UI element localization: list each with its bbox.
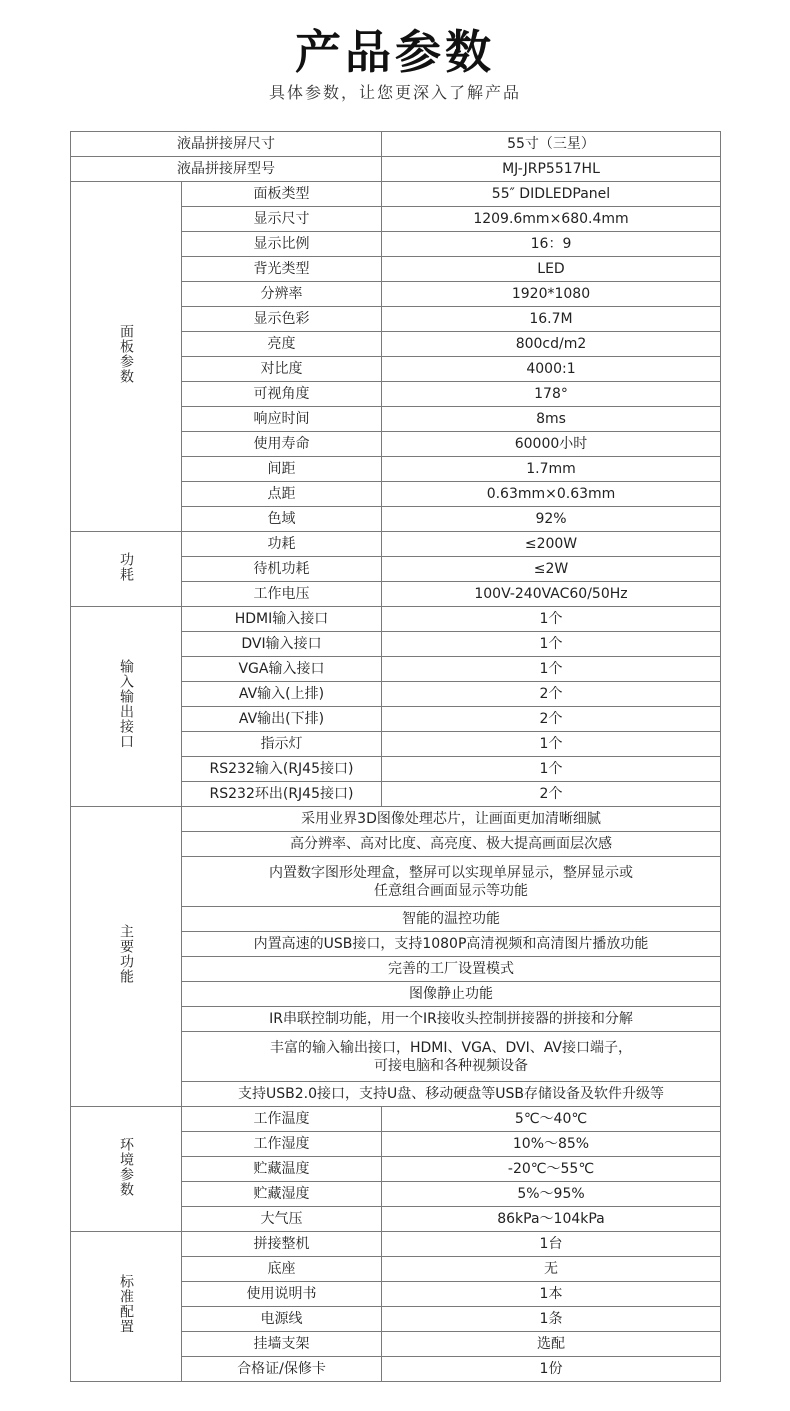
spec-value: ≤2W	[382, 557, 721, 582]
spec-label: 工作温度	[182, 1107, 382, 1132]
spec-label: 待机功耗	[182, 557, 382, 582]
feature-cell	[182, 982, 721, 1007]
spec-label: 电源线	[182, 1307, 382, 1332]
spec-label: HDMI输入接口	[182, 607, 382, 632]
spec-label: 亮度	[182, 332, 382, 357]
spec-value: 1个	[382, 657, 721, 682]
table-row	[71, 1232, 721, 1257]
group-label-text: 主要功能	[118, 924, 134, 984]
group-label-text: 标准配置	[118, 1274, 134, 1334]
spec-value: 60000小时	[382, 432, 721, 457]
spec-value: 2个	[382, 782, 721, 807]
table-row	[71, 1107, 721, 1132]
feature-text: 内置高速的USB接口，支持1080P高清视频和高清图片播放功能	[253, 936, 649, 952]
group-label-features	[71, 807, 182, 1107]
spec-value: 无	[382, 1257, 721, 1282]
feature-cell	[182, 1007, 721, 1032]
spec-label: 面板类型	[182, 182, 382, 207]
spec-label: 显示尺寸	[182, 207, 382, 232]
spec-value: 1台	[382, 1232, 721, 1257]
spec-label: 液晶拼接屏尺寸	[71, 132, 382, 157]
page-subtitle: 具体参数，让您更深入了解产品	[268, 83, 521, 102]
spec-value: 5℃～40℃	[382, 1107, 721, 1132]
spec-value: 2个	[382, 682, 721, 707]
spec-value: 1.7mm	[382, 457, 721, 482]
feature-text: 完善的工厂设置模式	[388, 961, 514, 977]
group-label-panel	[71, 182, 182, 532]
spec-label: 贮藏温度	[182, 1157, 382, 1182]
spec-label: RS232输入(RJ45接口)	[182, 757, 382, 782]
spec-value: 0.63mm×0.63mm	[382, 482, 721, 507]
table-row	[71, 807, 721, 832]
spec-label: 点距	[182, 482, 382, 507]
spec-label: 拼接整机	[182, 1232, 382, 1257]
feature-text-line2: 可接电脑和各种视频设备	[374, 1057, 528, 1074]
spec-value: 16.7M	[382, 307, 721, 332]
spec-value: 86kPa～104kPa	[382, 1207, 721, 1232]
group-label-text: 面板参数	[118, 324, 134, 384]
group-label-config	[71, 1232, 182, 1382]
spec-label: 工作湿度	[182, 1132, 382, 1157]
spec-label: 功耗	[182, 532, 382, 557]
feature-cell	[182, 832, 721, 857]
feature-cell	[182, 907, 721, 932]
feature-text: IR串联控制功能，用一个IR接收头控制拼接器的拼接和分解	[269, 1011, 633, 1027]
spec-value: MJ-JRP5517HL	[382, 157, 721, 182]
group-label-power	[71, 532, 182, 607]
spec-value: 4000:1	[382, 357, 721, 382]
feature-text: 智能的温控功能	[402, 911, 500, 927]
spec-value: -20℃～55℃	[382, 1157, 721, 1182]
table-row	[71, 132, 721, 157]
spec-label: 使用说明书	[182, 1282, 382, 1307]
spec-value: LED	[382, 257, 721, 282]
feature-cell	[182, 932, 721, 957]
spec-label: 工作电压	[182, 582, 382, 607]
spec-value: 1条	[382, 1307, 721, 1332]
spec-table	[70, 131, 721, 1382]
spec-label: 底座	[182, 1257, 382, 1282]
feature-text-line2: 任意组合画面显示等功能	[374, 882, 528, 899]
spec-value: 100V-240VAC60/50Hz	[382, 582, 721, 607]
feature-cell	[182, 1032, 721, 1082]
feature-cell	[182, 957, 721, 982]
spec-label: RS232环出(RJ45接口)	[182, 782, 382, 807]
spec-label: AV输出(下排)	[182, 707, 382, 732]
group-label-env	[71, 1107, 182, 1232]
spec-value: 选配	[382, 1332, 721, 1357]
spec-value: 1209.6mm×680.4mm	[382, 207, 721, 232]
spec-value: 92%	[382, 507, 721, 532]
spec-label: 贮藏湿度	[182, 1182, 382, 1207]
spec-label: 可视角度	[182, 382, 382, 407]
spec-label: VGA输入接口	[182, 657, 382, 682]
table-row	[71, 607, 721, 632]
spec-value: 55寸（三星）	[382, 132, 721, 157]
spec-value: 1个	[382, 732, 721, 757]
spec-value: 10%～85%	[382, 1132, 721, 1157]
feature-text: 支持USB2.0接口，支持U盘、移动硬盘等USB存储设备及软件升级等	[238, 1086, 664, 1102]
spec-label: 指示灯	[182, 732, 382, 757]
spec-label: 显示色彩	[182, 307, 382, 332]
feature-cell	[182, 857, 721, 907]
spec-label: 合格证/保修卡	[182, 1357, 382, 1382]
spec-value: 2个	[382, 707, 721, 732]
table-row	[71, 157, 721, 182]
spec-value: 8ms	[382, 407, 721, 432]
feature-cell	[182, 807, 721, 832]
feature-text: 采用业界3D图像处理芯片，让画面更加清晰细腻	[301, 811, 601, 827]
spec-label: 使用寿命	[182, 432, 382, 457]
spec-value: 55″ DIDLEDPanel	[382, 182, 721, 207]
group-label-text: 功耗	[118, 551, 134, 582]
feature-text: 内置数字图形处理盒，整屏可以实现单屏显示，整屏显示或	[269, 864, 633, 881]
spec-label: AV输入(上排)	[182, 682, 382, 707]
feature-text: 图像静止功能	[409, 986, 493, 1002]
feature-text: 高分辨率、高对比度、高亮度、极大提高画面层次感	[290, 836, 612, 852]
feature-text: 丰富的输入输出接口，HDMI、VGA、DVI、AV接口端子，	[269, 1039, 633, 1056]
spec-label: 液晶拼接屏型号	[71, 157, 382, 182]
page-title: 产品参数	[295, 25, 495, 79]
spec-value: 5%～95%	[382, 1182, 721, 1207]
group-label-text: 输入输出接口	[118, 659, 134, 749]
spec-label: 色域	[182, 507, 382, 532]
spec-value: 1个	[382, 757, 721, 782]
spec-label: 响应时间	[182, 407, 382, 432]
spec-value: 1个	[382, 632, 721, 657]
spec-label: 背光类型	[182, 257, 382, 282]
spec-label: 间距	[182, 457, 382, 482]
spec-value: 1920*1080	[382, 282, 721, 307]
group-label-io	[71, 607, 182, 807]
spec-value: ≤200W	[382, 532, 721, 557]
spec-label: 分辨率	[182, 282, 382, 307]
spec-value: 800cd/m2	[382, 332, 721, 357]
spec-value: 178°	[382, 382, 721, 407]
spec-label: 挂墙支架	[182, 1332, 382, 1357]
spec-value: 1个	[382, 607, 721, 632]
spec-label: 显示比例	[182, 232, 382, 257]
spec-value: 1本	[382, 1282, 721, 1307]
group-label-text: 环境参数	[118, 1136, 134, 1197]
table-row	[71, 182, 721, 207]
table-row	[71, 532, 721, 557]
spec-label: 大气压	[182, 1207, 382, 1232]
feature-cell	[182, 1082, 721, 1107]
spec-label: DVI输入接口	[182, 632, 382, 657]
spec-value: 16：9	[382, 232, 721, 257]
spec-label: 对比度	[182, 357, 382, 382]
spec-value: 1份	[382, 1357, 721, 1382]
